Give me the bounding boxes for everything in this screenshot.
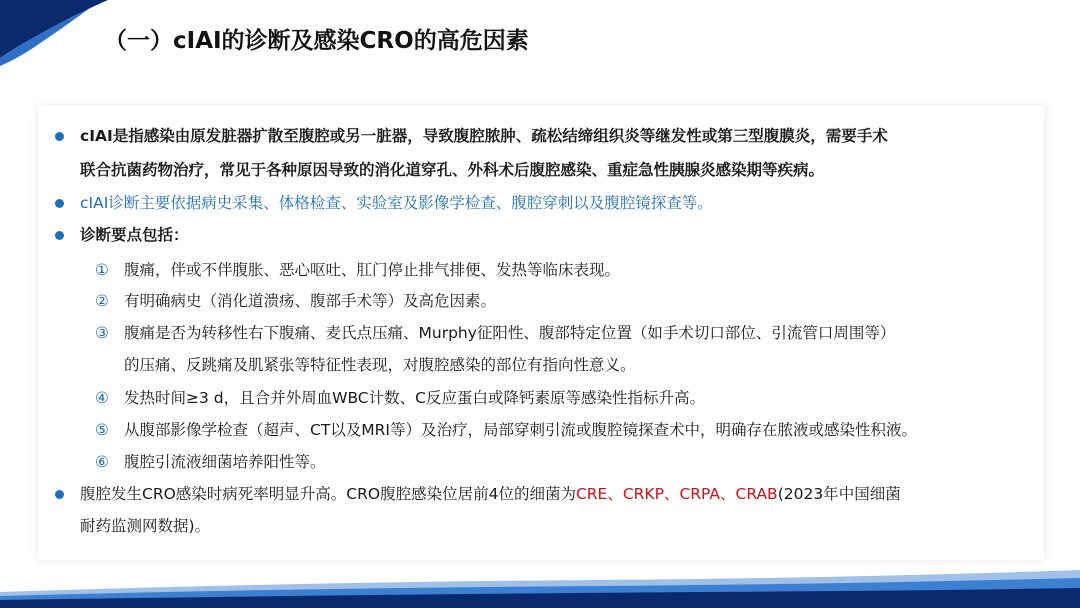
bullet-cro-prefix: 腹腔发生CRO感染时病死率明显升高。CRO腹腔感染位居前4位的细菌为 bbox=[80, 485, 576, 503]
bullet-dot-icon bbox=[55, 490, 64, 499]
bullet-dot-icon bbox=[55, 231, 64, 240]
sub-item-number: ⑥ bbox=[95, 453, 109, 471]
bullet-cro-bacteria-highlight: CRE、CRKP、CRPA、CRAB bbox=[575, 485, 778, 503]
sub-item-text: 腹痛，伴或不伴腹胀、恶心呕吐、肛门停止排气排便、发热等临床表现。 bbox=[124, 261, 621, 279]
sub-item-number: ④ bbox=[95, 389, 109, 407]
sub-item-number: ① bbox=[95, 261, 109, 279]
sub-item-text: 腹腔引流液细菌培养阳性等。 bbox=[124, 453, 326, 471]
bullet-definition-line2: 联合抗菌药物治疗，常见于各种原因导致的消化道穿孔、外科术后腹腔感染、重症急性胰腺炎感染期等疾病。 bbox=[80, 161, 825, 179]
sub-item-number: ⑤ bbox=[95, 421, 109, 439]
sub-item-text: 发热时间≥3 d，且合并外周血WBC计数、C反应蛋白或降钙素原等感染性指标升高。 bbox=[124, 389, 705, 407]
bullet-cro-line1 bbox=[80, 484, 901, 504]
content-card bbox=[38, 106, 1044, 560]
bullet-cro-line2: 耐药监测网数据)。 bbox=[80, 517, 211, 535]
bullet-definition-line1: cIAI是指感染由原发脏器扩散至腹腔或另一脏器，导致腹腔脓肿、疏松结缔组织炎等继发性或第三型腹膜炎，需要手术 bbox=[80, 127, 888, 145]
bullet-cro-suffix: (2023年中国细菌 bbox=[777, 485, 901, 503]
bullet-diagnosis-basis-text: cIAI诊断主要依据病史采集、体格检查、实验室及影像学检查、腹腔穿刺以及腹腔镜探查等。 bbox=[80, 194, 713, 212]
sub-item-text-line1: 腹痛是否为转移性右下腹痛、麦氏点压痛、Murphy征阳性、腹部特定位置（如手术切口部位、引流管口周围等） bbox=[124, 324, 896, 342]
sub-item-text: 有明确病史（消化道溃疡、腹部手术等）及高危因素。 bbox=[124, 292, 497, 310]
page-title: （一）cIAI的诊断及感染CRO的高危因素 bbox=[104, 28, 529, 54]
bullet-dot-icon bbox=[55, 132, 64, 141]
bullet-dot-icon bbox=[55, 199, 64, 208]
sub-item-text: 从腹部影像学检查（超声、CT以及MRI等）及治疗，局部穿刺引流或腹腔镜探查术中，明确存在脓液或感染性积液。 bbox=[124, 421, 918, 439]
bottom-decoration bbox=[0, 562, 1080, 608]
sub-item-number: ② bbox=[95, 292, 109, 310]
bullet-key-points-heading: 诊断要点包括： bbox=[80, 226, 189, 244]
sub-item-text-line2: 的压痛、反跳痛及肌紧张等特征性表现，对腹腔感染的部位有指向性意义。 bbox=[124, 356, 636, 374]
corner-decoration bbox=[0, 0, 120, 70]
sub-item-number: ③ bbox=[95, 324, 109, 342]
